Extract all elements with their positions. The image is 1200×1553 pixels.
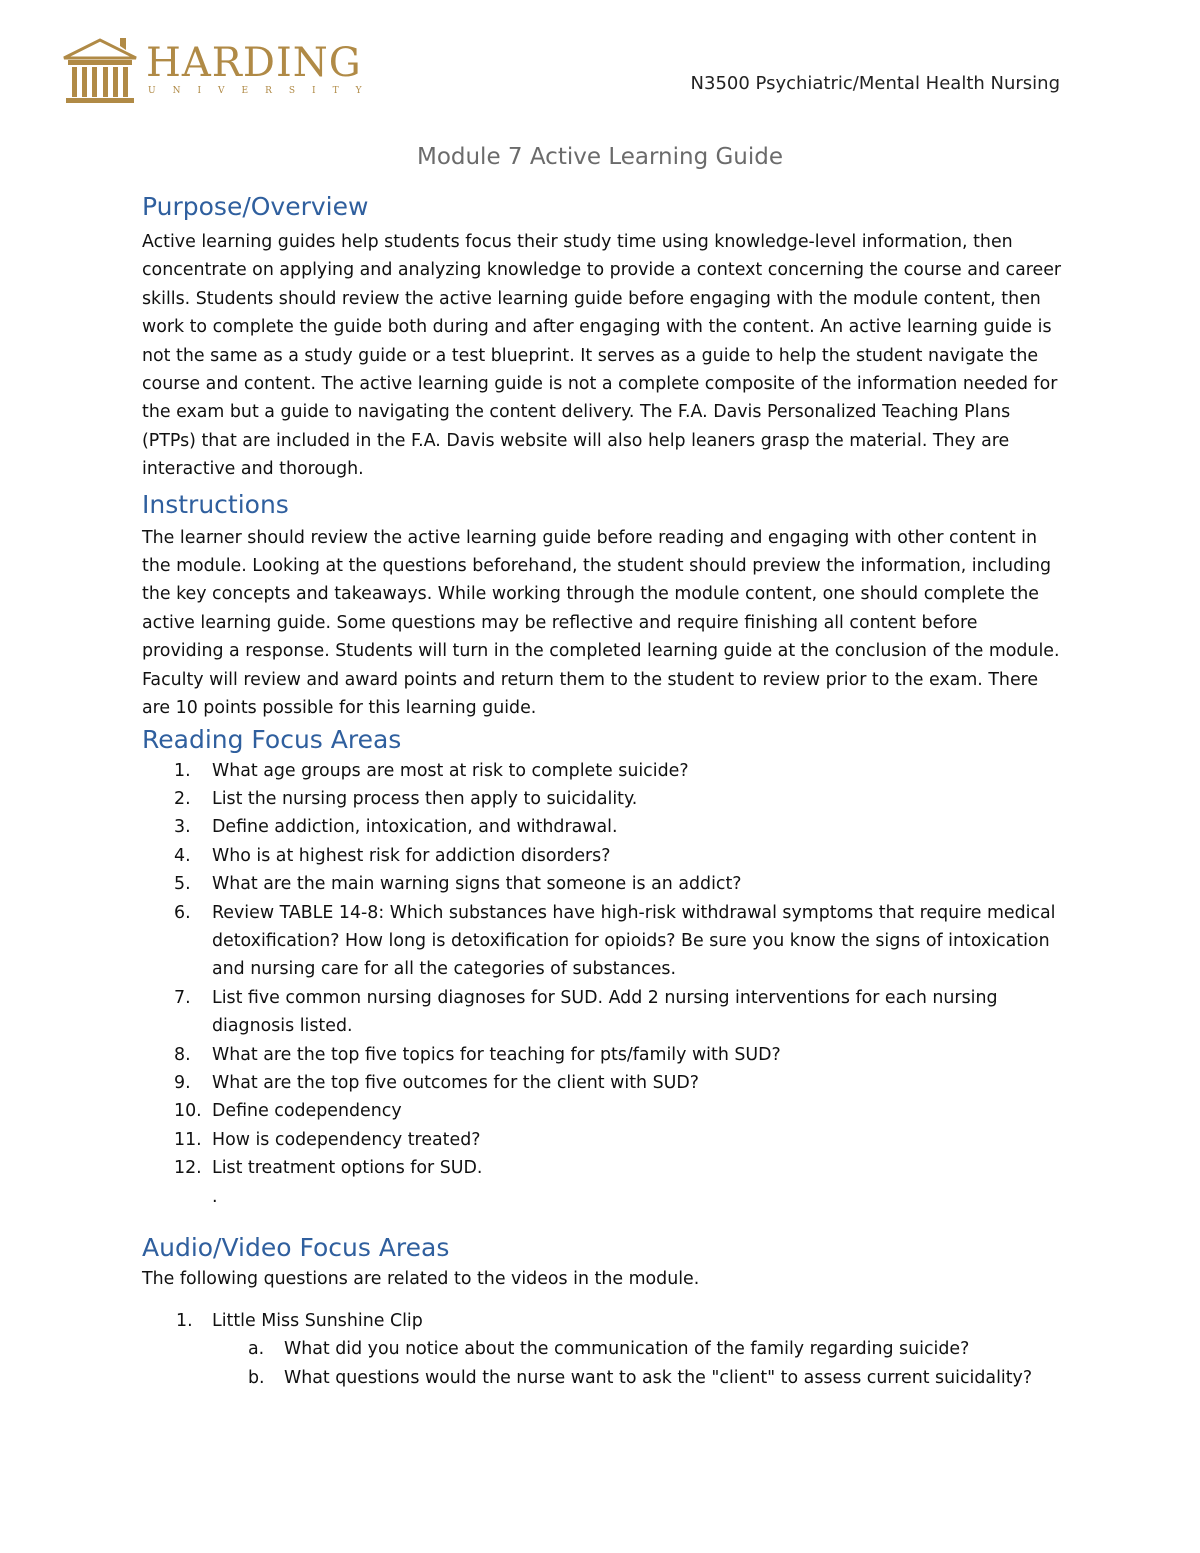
list-item — [142, 785, 1062, 813]
instructions-body: The learner should review the active learning guide before reading and engaging with other content in the module. Looking at the questions beforehand, the student should preview the information, including the key concepts and takeaways. While working through the module content, one should complete the active learning guide. Some questions may be reflective and require finishing all content before providing a response. Students will turn in the completed learning guide at the conclusion of the module. Faculty will review and award points and return them to the student to review prior to the exam. There are 10 points possible for this learning guide. — [142, 527, 1060, 719]
list-text: List the nursing process then apply to suicidality. — [212, 788, 638, 809]
list-number: 5. — [174, 874, 191, 895]
audio-video-heading: Audio/Video Focus Areas — [142, 1232, 450, 1262]
list-item — [142, 1307, 1062, 1392]
list-number: 7. — [174, 987, 191, 1008]
list-item — [142, 1097, 1062, 1125]
list-text: Review TABLE 14-8: Which substances have high-risk withdrawal symptoms that require medical detoxification? How long is detoxification for opioids? Be sure you know the signs of intoxication and nursing care for all the categories of substances. — [212, 902, 1056, 980]
building-logo-icon — [60, 36, 140, 106]
list-number: 3. — [174, 817, 191, 838]
audio-video-intro: The following questions are related to the videos in the module. — [142, 1268, 700, 1289]
instructions-heading: Instructions — [142, 489, 289, 519]
list-number: 4. — [174, 845, 191, 866]
list-item — [142, 984, 1062, 1041]
logo-subtitle: UNIVERSITY — [148, 86, 379, 96]
list-text: How is codependency treated? — [212, 1129, 481, 1150]
list-text: Define codependency — [212, 1101, 402, 1122]
list-number: 2. — [174, 788, 191, 809]
list-item — [142, 842, 1062, 870]
reading-heading: Reading Focus Areas — [142, 724, 402, 754]
list-number: 12. — [174, 1158, 202, 1179]
sub-question-list — [212, 1335, 1062, 1392]
list-text: What are the top five topics for teaching for pts/family with SUD? — [212, 1044, 781, 1065]
list-number: 1. — [174, 760, 191, 781]
list-text: Define addiction, intoxication, and withdrawal. — [212, 817, 618, 838]
list-item — [142, 1126, 1062, 1154]
sub-list-letter: a. — [248, 1339, 265, 1360]
document-content — [142, 190, 1062, 1392]
list-item — [142, 757, 1062, 785]
list-text: What are the top five outcomes for the client with SUD? — [212, 1072, 699, 1093]
sub-list-letter: b. — [248, 1367, 265, 1388]
sub-list-text: What questions would the nurse want to ask the "client" to assess current suicidality? — [284, 1367, 1033, 1388]
list-text: List treatment options for SUD. — [212, 1158, 483, 1179]
list-number: 11. — [174, 1129, 202, 1150]
list-text: What age groups are most at risk to complete suicide? — [212, 760, 689, 781]
purpose-heading: Purpose/Overview — [142, 192, 369, 221]
list-number: 1. — [176, 1311, 193, 1331]
list-number: 10. — [174, 1101, 202, 1122]
list-text: Little Miss Sunshine Clip — [212, 1311, 423, 1331]
reading-list — [142, 757, 1062, 1183]
list-number: 9. — [174, 1072, 191, 1093]
course-header: N3500 Psychiatric/Mental Health Nursing — [690, 73, 1060, 94]
audio-video-section — [142, 1231, 1062, 1393]
document-title: Module 7 Active Learning Guide — [416, 144, 784, 170]
sub-list-item — [212, 1335, 1062, 1363]
list-item — [142, 870, 1062, 898]
list-number: 6. — [174, 902, 191, 923]
logo-wordmark: HARDING — [146, 40, 362, 86]
list-text: What are the main warning signs that someone is an addict? — [212, 874, 742, 895]
audio-video-list — [142, 1307, 1062, 1392]
list-text: List five common nursing diagnoses for SUD. Add 2 nursing interventions for each nursing diagnosis listed. — [212, 987, 998, 1037]
list-text: Who is at highest risk for addiction disorders? — [212, 845, 611, 866]
list-item — [142, 1154, 1062, 1182]
list-item — [142, 899, 1062, 984]
reading-section — [142, 723, 1062, 1211]
purpose-body: Active learning guides help students focus their study time using knowledge-level information, then concentrate on applying and analyzing knowledge to provide a context concerning the course and career skills. Students should review the active learning guide before engaging with the module content, then work to complete the guide both during and after engaging with the content. An active learning guide is not the same as a study guide or a test blueprint. It serves as a guide to help the student navigate the course and content. The active learning guide is not a complete composite of the information needed for the exam but a guide to navigating the content delivery. The F.A. Davis Personalized Teaching Plans (PTPs) that are included in the F.A. Davis website will also help leaners grasp the material. They are interactive and thorough. — [142, 232, 1062, 480]
trailing-period: . — [212, 1186, 218, 1207]
list-number: 8. — [174, 1044, 191, 1065]
instructions-section — [142, 488, 1062, 723]
sub-list-item — [212, 1364, 1062, 1392]
sub-list-text: What did you notice about the communication of the family regarding suicide? — [284, 1339, 970, 1360]
list-item — [142, 1041, 1062, 1069]
list-item — [142, 1069, 1062, 1097]
harding-university-logo — [60, 36, 379, 106]
list-item — [142, 813, 1062, 841]
purpose-section — [142, 190, 1062, 484]
